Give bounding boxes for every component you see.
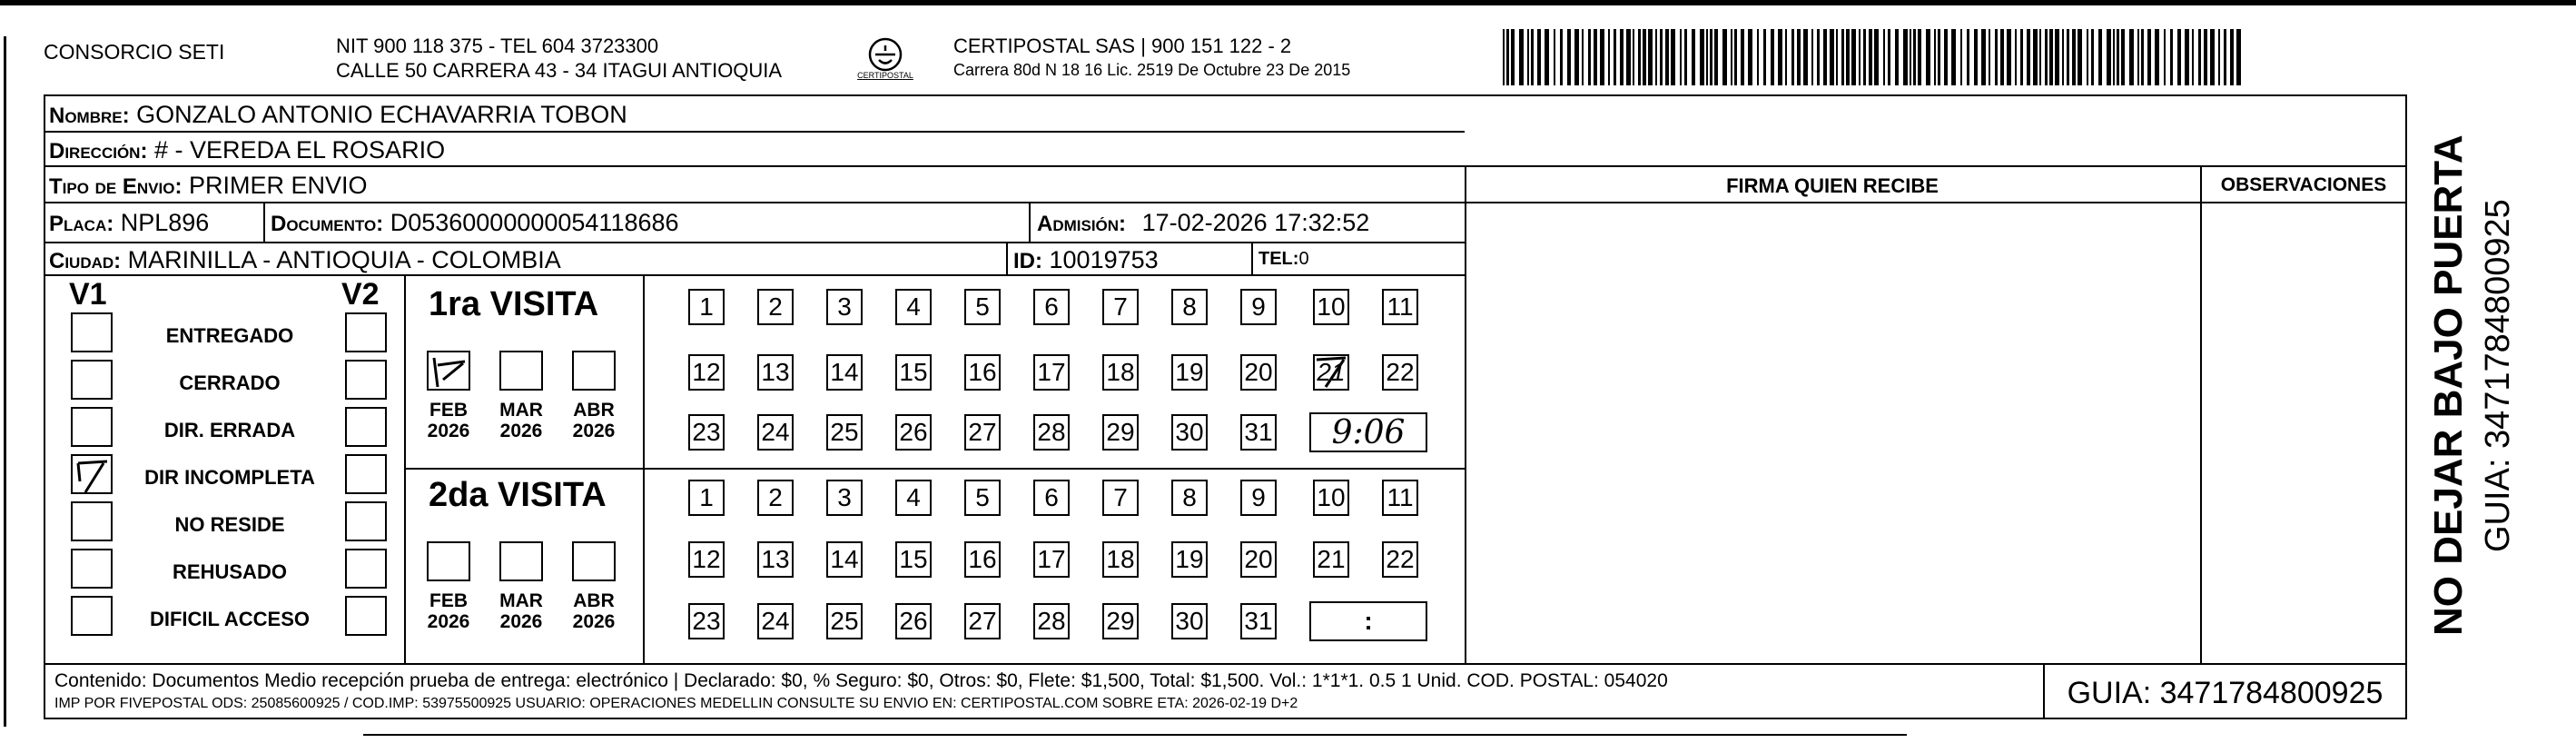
- visit1-month-feb: FEB 2026: [427, 400, 470, 442]
- visit1-month-mar-checkbox[interactable]: [499, 351, 543, 391]
- visit1-time: 9:06: [1331, 413, 1406, 451]
- barcode-bar: [2210, 29, 2215, 85]
- visit2-day-11[interactable]: 11: [1382, 480, 1418, 516]
- rule-2: [44, 165, 2407, 167]
- barcode-bar: [2121, 29, 2125, 85]
- admision-label: Admisión:: [1037, 212, 1127, 236]
- visit2-day-14[interactable]: 14: [826, 541, 863, 578]
- barcode-bar: [1620, 29, 1624, 85]
- v2-label: V2: [341, 277, 380, 312]
- visit2-day-7[interactable]: 7: [1102, 480, 1139, 516]
- barcode-bar: [2049, 29, 2053, 85]
- barcode-bar: [1554, 29, 1555, 85]
- tel-divider: [1251, 242, 1253, 274]
- visit2-day-29[interactable]: 29: [1102, 603, 1139, 639]
- visit1-day-19[interactable]: 19: [1171, 354, 1208, 391]
- visit1-day-3[interactable]: 3: [826, 289, 863, 325]
- barcode-bar: [1714, 29, 1718, 85]
- barcode-bar: [1648, 29, 1653, 85]
- nit-line: NIT 900 118 375 - TEL 604 3723300: [336, 35, 659, 57]
- firma-header: FIRMA QUIEN RECIBE: [1726, 174, 1939, 197]
- id-value: 10019753: [1049, 246, 1159, 273]
- visit2-day-15[interactable]: 15: [895, 541, 932, 578]
- barcode-bar: [1588, 29, 1591, 85]
- barcode-bar: [1791, 29, 1794, 85]
- v2-checkbox-rehusado[interactable]: [345, 549, 387, 589]
- visit2-day-20[interactable]: 20: [1240, 541, 1277, 578]
- barcode-bar: [1560, 29, 1563, 85]
- status-rehusado: REHUSADO: [173, 560, 287, 583]
- visit2-month-mar-checkbox[interactable]: [499, 541, 543, 581]
- visit2-day-10[interactable]: 10: [1313, 480, 1349, 516]
- visit1-day-12[interactable]: 12: [688, 354, 725, 391]
- address-line: CALLE 50 CARRERA 43 - 34 ITAGUI ANTIOQUIA: [336, 59, 783, 82]
- barcode-bar: [1574, 29, 1579, 85]
- barcode-bar: [1888, 29, 1890, 85]
- admision-divider: [1029, 202, 1031, 242]
- nombre-row: [49, 103, 627, 127]
- barcode-bar: [1811, 29, 1813, 85]
- v2-checkbox-entregado[interactable]: [345, 312, 387, 352]
- visit1-day-1[interactable]: 1: [688, 289, 725, 325]
- visit1-day-17[interactable]: 17: [1033, 354, 1070, 391]
- v1-checkbox-entregado[interactable]: [71, 312, 113, 352]
- barcode-bar: [1710, 29, 1712, 85]
- barcode-bar: [1567, 29, 1571, 85]
- barcode-bar: [2027, 29, 2030, 85]
- logo-text: CERTIPOSTAL: [857, 71, 913, 80]
- visit1-month-abr-checkbox[interactable]: [572, 351, 616, 391]
- barcode-bar: [1741, 29, 1744, 85]
- visit2-month-feb: FEB 2026: [427, 590, 470, 633]
- barcode-bar: [1846, 29, 1850, 85]
- ciudad-row: [49, 248, 561, 272]
- visit2-day-5[interactable]: 5: [964, 480, 1001, 516]
- visit2-month-abr: ABR 2026: [572, 590, 616, 633]
- barcode-bar: [1883, 29, 1885, 85]
- visit1-day-23[interactable]: 23: [688, 414, 725, 451]
- barcode-bar: [2218, 29, 2220, 85]
- visit2-day-16[interactable]: 16: [964, 541, 1001, 578]
- barcode-bar: [1951, 29, 1956, 85]
- v1-checkbox-rehusado[interactable]: [71, 549, 113, 589]
- barcode-bar: [1731, 29, 1732, 85]
- visit1-title: 1ra VISITA: [429, 285, 599, 323]
- barcode-bar: [1913, 29, 1916, 85]
- barcode-bar: [1960, 29, 1962, 85]
- visit1-day-21[interactable]: 21: [1313, 354, 1349, 391]
- barcode-bar: [2204, 29, 2207, 85]
- barcode-bar: [1944, 29, 1948, 85]
- visit2-day-6[interactable]: 6: [1033, 480, 1070, 516]
- side-warning: NO DEJAR BAJO PUERTA: [2426, 134, 2471, 636]
- visit2-day-8[interactable]: 8: [1171, 480, 1208, 516]
- barcode-bar: [2198, 29, 2201, 85]
- visit1-day-13[interactable]: 13: [757, 354, 794, 391]
- barcode-bar: [2129, 29, 2134, 85]
- v1-checkbox-no-reside[interactable]: [71, 501, 113, 541]
- barcode-bar: [1660, 29, 1663, 85]
- barcode-bar: [2155, 29, 2159, 85]
- nombre-value: GONZALO ANTONIO ECHAVARRIA TOBON: [136, 101, 627, 128]
- barcode-bar: [1545, 29, 1549, 85]
- barcode-bar: [1974, 29, 1978, 85]
- company-name: CONSORCIO SETI: [44, 40, 225, 64]
- barcode-bar: [1531, 29, 1534, 85]
- visit1-day-6[interactable]: 6: [1033, 289, 1070, 325]
- visit2-day-26[interactable]: 26: [895, 603, 932, 639]
- visit1-day-27[interactable]: 27: [964, 414, 1001, 451]
- visit1-month-abr: ABR 2026: [572, 400, 616, 442]
- barcode-bar: [2087, 29, 2088, 85]
- bottom-rule: [363, 734, 1907, 736]
- v2-checkbox-dir-errada[interactable]: [345, 407, 387, 447]
- visit1-day-28[interactable]: 28: [1033, 414, 1070, 451]
- visit2-day-13[interactable]: 13: [757, 541, 794, 578]
- barcode-bar: [2072, 29, 2076, 85]
- documento-row: [271, 211, 679, 235]
- status-dificil-acceso: DIFICIL ACCESO: [149, 608, 310, 630]
- status-no-reside: NO RESIDE: [174, 513, 285, 536]
- barcode-bar: [1665, 29, 1669, 85]
- top-border: [0, 0, 2576, 5]
- barcode-bar: [2224, 29, 2226, 85]
- visit2-day-1[interactable]: 1: [688, 480, 725, 516]
- barcode-bar: [1763, 29, 1766, 85]
- admision-value: 17-02-2026 17:32:52: [1141, 209, 1370, 236]
- visit2-day-3[interactable]: 3: [826, 480, 863, 516]
- visit1-day-18[interactable]: 18: [1102, 354, 1139, 391]
- footer-guia: GUIA: 3471784800925: [2067, 676, 2384, 710]
- barcode-bar: [1863, 29, 1866, 85]
- barcode-bar: [1519, 29, 1524, 85]
- footer-imp: IMP POR FIVEPOSTAL ODS: 25085600925 / COD.IMP: 53975500925 USUARIO: OPERACIONES MEDELLIN CONSULTE SU ENVIO EN: CERTIPOSTAL.COM SOBRE ETA: 2026-02-19 D+2: [54, 696, 1298, 711]
- rule-1: [44, 131, 1465, 133]
- handwritten-check-icon: [429, 352, 472, 392]
- barcode-bar: [2177, 29, 2181, 85]
- barcode-bar: [1608, 29, 1610, 85]
- visit2-title: 2da VISITA: [429, 476, 607, 514]
- visit2-day-12[interactable]: 12: [688, 541, 725, 578]
- barcode-bar: [1771, 29, 1774, 85]
- barcode-bar: [1995, 29, 1998, 85]
- barcode-bar: [1655, 29, 1657, 85]
- barcode-bar: [1614, 29, 1616, 85]
- visit1-month-mar: MAR 2026: [499, 400, 543, 442]
- tel-row: [1258, 250, 1309, 268]
- barcode-bar: [1582, 29, 1584, 85]
- certipostal-line2: Carrera 80d N 18 16 Lic. 2519 De Octubre 23 De 2015: [953, 61, 1351, 79]
- visit2-day-4[interactable]: 4: [895, 480, 932, 516]
- status-dir-incompleta: DIR INCOMPLETA: [144, 466, 315, 489]
- barcode-bar: [1748, 29, 1752, 85]
- barcode-bar: [1671, 29, 1675, 85]
- barcode-bar: [1692, 29, 1695, 85]
- barcode-bar: [1600, 29, 1604, 85]
- direccion-row: [49, 138, 445, 163]
- status-cerrado: CERRADO: [179, 372, 281, 394]
- ciudad-label: Ciudad:: [49, 249, 122, 273]
- visit1-day-14[interactable]: 14: [826, 354, 863, 391]
- visit2-day-31[interactable]: 31: [1240, 603, 1277, 639]
- ciudad-value: MARINILLA - ANTIOQUIA - COLOMBIA: [127, 246, 561, 273]
- barcode-bar: [2141, 29, 2144, 85]
- placa-row: [49, 211, 209, 235]
- visit2-day-27[interactable]: 27: [964, 603, 1001, 639]
- observations-area[interactable]: [2202, 203, 2405, 661]
- barcode-bar: [2007, 29, 2011, 85]
- barcode: [1503, 29, 2247, 85]
- barcode-bar: [1823, 29, 1827, 85]
- visit1-day-16[interactable]: 16: [964, 354, 1001, 391]
- barcode-bar: [1643, 29, 1646, 85]
- visit2-month-mar: MAR 2026: [499, 590, 543, 633]
- visit1-day-24[interactable]: 24: [757, 414, 794, 451]
- barcode-bar: [1537, 29, 1541, 85]
- barcode-bar: [1967, 29, 1969, 85]
- visit1-time-box[interactable]: [1309, 412, 1427, 452]
- barcode-bar: [1706, 29, 1708, 85]
- visit1-day-4[interactable]: 4: [895, 289, 932, 325]
- barcode-bar: [1934, 29, 1936, 85]
- barcode-bar: [2067, 29, 2069, 85]
- barcode-bar: [1869, 29, 1872, 85]
- barcode-bar: [2000, 29, 2004, 85]
- barcode-bar: [2117, 29, 2119, 85]
- tel-label: TEL:: [1258, 249, 1299, 269]
- v1-checkbox-dir-errada[interactable]: [71, 407, 113, 447]
- left-edge-mark: [4, 36, 6, 727]
- visit1-day-22[interactable]: 22: [1382, 354, 1418, 391]
- side-guia: GUIA: 3471784800925: [2479, 199, 2517, 552]
- barcode-bar: [1680, 29, 1682, 85]
- v2-checkbox-dir-incompleta[interactable]: [345, 454, 387, 494]
- v1-checkbox-cerrado[interactable]: [71, 360, 113, 400]
- visit1-day-11[interactable]: 11: [1382, 289, 1418, 325]
- rule-5: [44, 274, 1465, 276]
- direccion-label: Dirección:: [49, 139, 148, 163]
- visit2-day-23[interactable]: 23: [688, 603, 725, 639]
- visit2-time-box[interactable]: [1309, 601, 1427, 641]
- barcode-bar: [2236, 29, 2241, 85]
- barcode-bar: [2055, 29, 2059, 85]
- certipostal-logo: [849, 36, 922, 84]
- visit2-month-abr-checkbox[interactable]: [572, 541, 616, 581]
- barcode-bar: [2062, 29, 2064, 85]
- rule-footer: [44, 663, 2407, 665]
- v1-checkbox-dificil-acceso[interactable]: [71, 596, 113, 636]
- placa-divider: [263, 202, 265, 242]
- tipo-row: [49, 173, 368, 198]
- barcode-bar: [1817, 29, 1820, 85]
- barcode-bar: [1910, 29, 1911, 85]
- barcode-bar: [1851, 29, 1856, 85]
- visit2-day-28[interactable]: 28: [1033, 603, 1070, 639]
- visit2-day-17[interactable]: 17: [1033, 541, 1070, 578]
- barcode-bar: [1785, 29, 1787, 85]
- barcode-bar: [2098, 29, 2102, 85]
- id-label: ID:: [1013, 249, 1042, 273]
- visit1-day-30[interactable]: 30: [1171, 414, 1208, 451]
- visit2-month-feb-checkbox[interactable]: [427, 541, 470, 581]
- visit-divider: [404, 468, 1465, 470]
- handwritten-check-icon: [73, 456, 114, 496]
- tipo-value: PRIMER ENVIO: [188, 172, 368, 199]
- placa-value: NPL896: [120, 209, 210, 236]
- status-dir-errada: DIR. ERRADA: [163, 419, 296, 441]
- id-divider: [1006, 242, 1008, 274]
- obs-header: OBSERVACIONES: [2220, 174, 2387, 195]
- visit1-day-29[interactable]: 29: [1102, 414, 1139, 451]
- barcode-bar: [1830, 29, 1834, 85]
- visit1-day-15[interactable]: 15: [895, 354, 932, 391]
- barcode-bar: [1895, 29, 1899, 85]
- visit2-day-22[interactable]: 22: [1382, 541, 1418, 578]
- barcode-bar: [1981, 29, 1986, 85]
- visit2-day-18[interactable]: 18: [1102, 541, 1139, 578]
- tel-value: 0: [1298, 249, 1309, 269]
- visit1-day-9[interactable]: 9: [1240, 289, 1277, 325]
- barcode-bar: [1918, 29, 1921, 85]
- barcode-bar: [2113, 29, 2115, 85]
- barcode-bar: [2230, 29, 2234, 85]
- visit1-day-7[interactable]: 7: [1102, 289, 1139, 325]
- v2-checkbox-cerrado[interactable]: [345, 360, 387, 400]
- barcode-bar: [2192, 29, 2194, 85]
- barcode-bar: [1511, 29, 1515, 85]
- barcode-bar: [1859, 29, 1860, 85]
- barcode-bar: [1803, 29, 1808, 85]
- barcode-bar: [2147, 29, 2151, 85]
- status-entregado: ENTREGADO: [165, 324, 294, 347]
- barcode-bar: [1874, 29, 1879, 85]
- visit1-month-feb-checkbox[interactable]: [427, 351, 470, 391]
- v2-checkbox-no-reside[interactable]: [345, 501, 387, 541]
- barcode-bar: [1506, 29, 1509, 85]
- visit2-time: :: [1364, 607, 1373, 635]
- certipostal-line1: CERTIPOSTAL SAS | 900 151 122 - 2: [953, 35, 1292, 57]
- visit1-day-25[interactable]: 25: [826, 414, 863, 451]
- barcode-bar: [2078, 29, 2082, 85]
- barcode-bar: [1503, 29, 1505, 85]
- v1-label: V1: [69, 277, 107, 312]
- barcode-bar: [2020, 29, 2023, 85]
- barcode-bar: [1638, 29, 1641, 85]
- documento-label: Documento:: [271, 212, 384, 236]
- barcode-bar: [1734, 29, 1737, 85]
- barcode-bar: [2107, 29, 2111, 85]
- admision-row: [1037, 211, 1369, 235]
- visit1-day-31[interactable]: 31: [1240, 414, 1277, 451]
- visit1-day-8[interactable]: 8: [1171, 289, 1208, 325]
- tipo-label: Tipo de Envio:: [49, 174, 183, 199]
- v1-checkbox-dir-incompleta[interactable]: [71, 454, 113, 494]
- barcode-bar: [2185, 29, 2189, 85]
- visit1-day-2[interactable]: 2: [757, 289, 794, 325]
- v2-checkbox-dificil-acceso[interactable]: [345, 596, 387, 636]
- barcode-bar: [1926, 29, 1930, 85]
- visit2-day-2[interactable]: 2: [757, 480, 794, 516]
- documento-value: D05360000000054118686: [390, 209, 679, 236]
- id-row: [1013, 248, 1159, 272]
- barcode-bar: [1841, 29, 1844, 85]
- barcode-bar: [2170, 29, 2173, 85]
- footer-contenido: Contenido: Documentos Medio recepción prueba de entrega: electrónico | Declarado: $0, % Seguro: $0, Otros: $0, Flete: $1,500, Total: $1,500. Vol.: 1*1*1. 0.5 1 Unid. COD. POSTAL: 054020: [54, 670, 1668, 691]
- barcode-bar: [1989, 29, 1990, 85]
- barcode-bar: [1757, 29, 1759, 85]
- signature-area[interactable]: [1466, 203, 2198, 661]
- barcode-bar: [2015, 29, 2017, 85]
- barcode-bar: [1633, 29, 1634, 85]
- barcode-bar: [2091, 29, 2094, 85]
- barcode-bar: [1684, 29, 1687, 85]
- barcode-bar: [1722, 29, 1727, 85]
- visit2-day-19[interactable]: 19: [1171, 541, 1208, 578]
- barcode-bar: [2039, 29, 2041, 85]
- barcode-bar: [2033, 29, 2038, 85]
- barcode-bar: [1594, 29, 1597, 85]
- handwritten-check-icon: [1313, 354, 1349, 391]
- barcode-bar: [1903, 29, 1908, 85]
- direccion-value: # - VEREDA EL ROSARIO: [153, 136, 446, 163]
- barcode-bar: [1527, 29, 1529, 85]
- visit2-day-25[interactable]: 25: [826, 603, 863, 639]
- barcode-bar: [2045, 29, 2048, 85]
- visit2-day-9[interactable]: 9: [1240, 480, 1277, 516]
- nombre-label: Nombre:: [49, 104, 130, 128]
- visit2-day-24[interactable]: 24: [757, 603, 794, 639]
- barcode-bar: [1797, 29, 1801, 85]
- visit1-day-5[interactable]: 5: [964, 289, 1001, 325]
- visit2-day-30[interactable]: 30: [1171, 603, 1208, 639]
- barcode-bar: [1626, 29, 1631, 85]
- barcode-bar: [1778, 29, 1782, 85]
- barcode-bar: [1938, 29, 1940, 85]
- visit1-day-20[interactable]: 20: [1240, 354, 1277, 391]
- barcode-bar: [2137, 29, 2139, 85]
- barcode-bar: [1700, 29, 1704, 85]
- visit1-day-10[interactable]: 10: [1313, 289, 1349, 325]
- placa-label: Placa:: [49, 212, 114, 236]
- visit2-day-21[interactable]: 21: [1313, 541, 1349, 578]
- barcode-bar: [1836, 29, 1838, 85]
- visit1-day-26[interactable]: 26: [895, 414, 932, 451]
- barcode-bar: [2164, 29, 2166, 85]
